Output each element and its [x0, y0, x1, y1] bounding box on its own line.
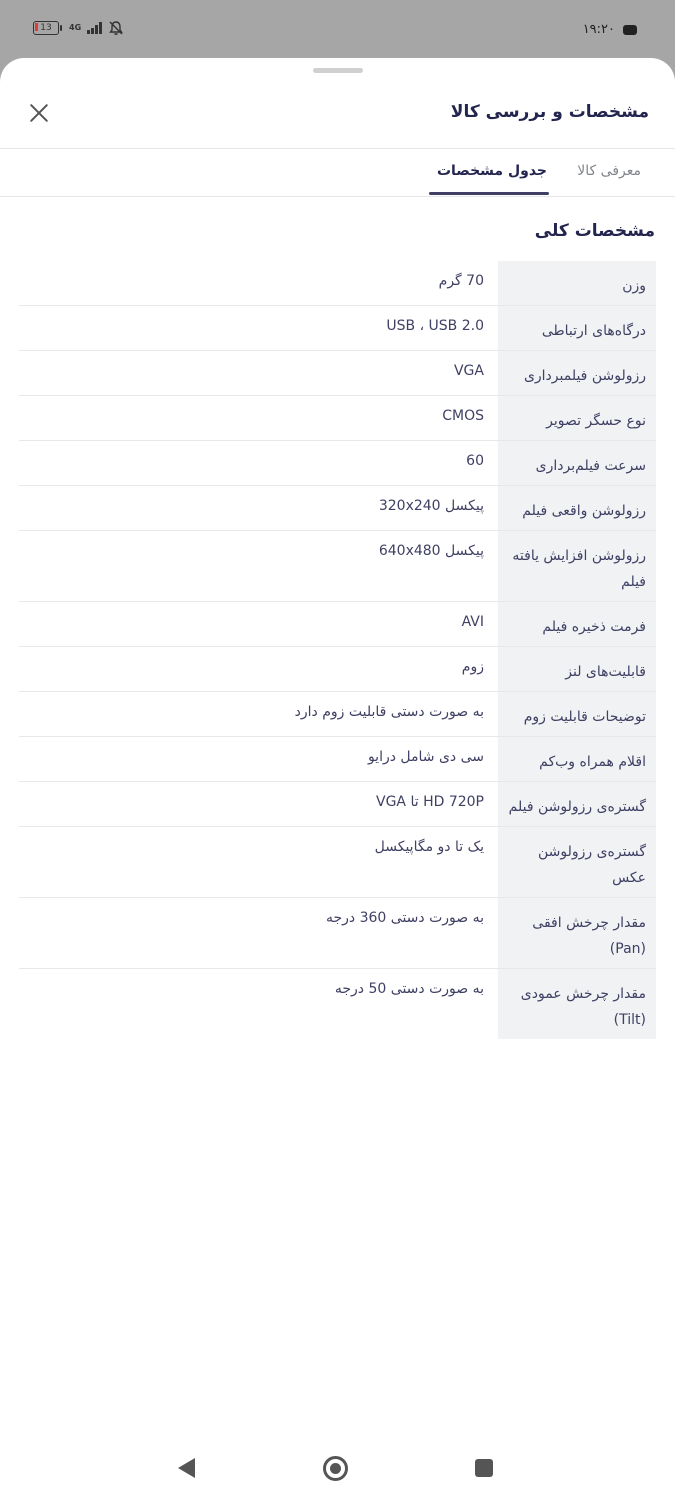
table-row: [19, 306, 656, 351]
signal-icon: [87, 22, 102, 34]
spec-value: زوم: [461, 659, 484, 675]
home-icon[interactable]: [323, 1456, 348, 1481]
bottom-sheet: [0, 58, 675, 1500]
spec-value: AVI: [461, 614, 484, 630]
spec-label: نوع حسگر تصویر: [498, 396, 656, 440]
spec-value: سی دی شامل درایو: [367, 749, 484, 765]
back-icon[interactable]: [178, 1458, 195, 1478]
tab-product-intro[interactable]: معرفی کالا: [577, 163, 641, 179]
spec-table: [19, 261, 656, 1039]
battery-level: 13: [40, 22, 52, 33]
section-title: مشخصات کلی: [534, 221, 655, 241]
spec-value: CMOS: [442, 408, 484, 424]
spec-label: مقدار چرخش افقی (Pan): [498, 898, 656, 968]
drag-handle[interactable]: [313, 68, 363, 73]
table-row: [19, 396, 656, 441]
spec-label: رزولوشن افزایش یافته فیلم: [498, 531, 656, 601]
spec-label: فرمت ذخیره فیلم: [498, 602, 656, 646]
battery-low-indicator: [35, 23, 38, 31]
spec-label: گستره‌ی رزولوشن فیلم: [498, 782, 656, 826]
table-row: [19, 782, 656, 827]
table-row: [19, 737, 656, 782]
spec-value: USB ، USB 2.0: [386, 318, 484, 334]
table-row: [19, 827, 656, 898]
spec-label: قابلیت‌های لنز: [498, 647, 656, 691]
spec-value: 70 گرم: [438, 273, 484, 289]
table-row: [19, 531, 656, 602]
spec-label: مقدار چرخش عمودی (Tilt): [498, 969, 656, 1039]
table-row: [19, 898, 656, 969]
table-row: [19, 261, 656, 306]
spec-value: VGA: [453, 363, 484, 379]
status-bar: [0, 0, 675, 60]
sheet-header: [0, 88, 675, 149]
spec-value: به صورت دستی قابلیت زوم دارد: [294, 704, 484, 720]
close-icon[interactable]: [28, 102, 50, 124]
mute-bell-icon: [108, 20, 124, 36]
table-row: [19, 486, 656, 531]
spec-label: اقلام همراه وب‌کم: [498, 737, 656, 781]
spec-value: پیکسل 640x480: [378, 543, 484, 559]
status-icons: [33, 20, 124, 36]
active-tab-indicator: [429, 192, 549, 195]
tab-spec-table[interactable]: جدول مشخصات: [436, 163, 547, 179]
system-nav-bar: [0, 1440, 675, 1500]
page-title: مشخصات و بررسی کالا: [450, 102, 649, 122]
recents-icon[interactable]: [475, 1459, 493, 1477]
spec-value: یک تا دو مگاپیکسل: [374, 839, 484, 855]
spec-value: به صورت دستی 360 درجه: [325, 910, 484, 926]
spec-value: به صورت دستی 50 درجه: [334, 981, 484, 997]
spec-label: سرعت فیلم‌برداری: [498, 441, 656, 485]
spec-label: توضیحات قابلیت زوم: [498, 692, 656, 736]
spec-label: وزن: [498, 261, 656, 305]
spec-value: پیکسل 320x240: [378, 498, 484, 514]
spec-value: HD 720P تا VGA: [376, 794, 484, 810]
spec-label: درگاه‌های ارتباطی: [498, 306, 656, 350]
table-row: [19, 602, 656, 647]
spec-label: رزولوشن واقعی فیلم: [498, 486, 656, 530]
game-controller-icon: [623, 25, 637, 35]
battery-icon: [33, 21, 59, 35]
table-row: [19, 351, 656, 396]
clock: ۱۹:۲۰: [582, 22, 615, 37]
spec-value: 60: [466, 453, 484, 469]
table-row: [19, 969, 656, 1039]
table-row: [19, 647, 656, 692]
tab-bar: [0, 148, 675, 197]
spec-label: گستره‌ی رزولوشن عکس: [498, 827, 656, 897]
network-type: 4G: [69, 23, 82, 32]
status-time-area: [583, 22, 637, 37]
table-row: [19, 441, 656, 486]
spec-label: رزولوشن فیلمبرداری: [498, 351, 656, 395]
table-row: [19, 692, 656, 737]
